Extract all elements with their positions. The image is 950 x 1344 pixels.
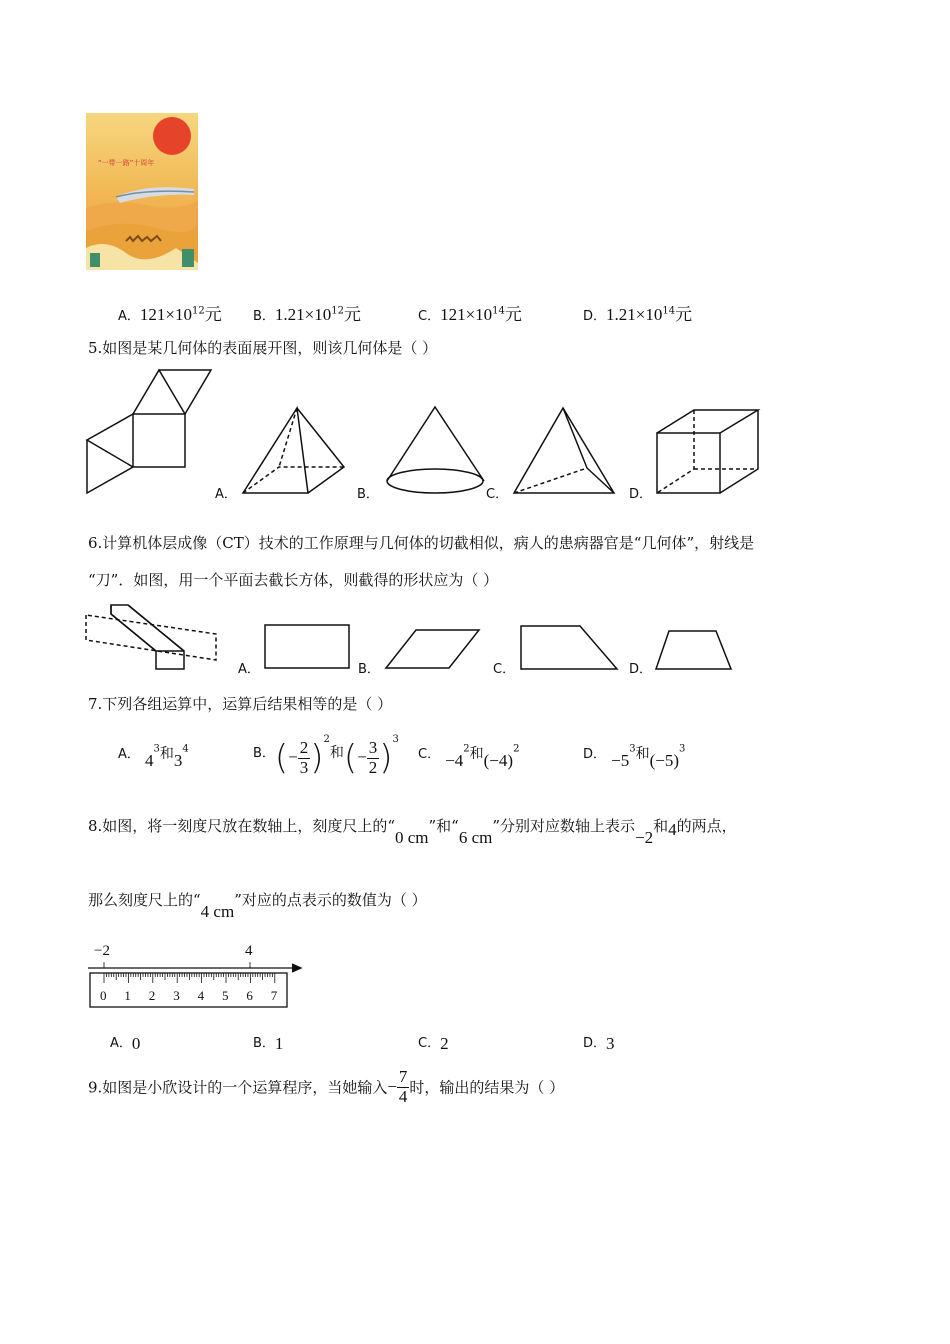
ruler-label: 5 (222, 988, 229, 1003)
q9-text: 9.如图是小欣设计的一个运算程序，当她输入− $\frac{7}{4}$ 时，输出的结果为（ ） (88, 1067, 565, 1106)
q7-option-b[interactable]: $^{B.}$(− $\frac{2}{3}$ )$^2$和(− $\frac{3}{2}$ )$^3$ (253, 734, 399, 778)
q8-option-b[interactable]: B．1 (253, 1034, 284, 1053)
q6-label-d[interactable]: D． (629, 662, 653, 677)
axis-label-neg2: −2 (94, 943, 110, 959)
q6-label-b[interactable]: B． (358, 662, 380, 677)
q8-text-line1: 8.如图，将一刻度尺放在数轴上，刻度尺上的“0 cm”和“6 cm”分别对应数轴上表示−2和4的两点， (88, 817, 737, 847)
q8-text-line2: 那么刻度尺上的“4 cm”对应的点表示的数值为（ ） (88, 891, 427, 921)
q4-option-a[interactable]: A．$121\times 10^{12}$元 (118, 305, 222, 324)
ruler-label: 6 (246, 988, 253, 1003)
ruler-label: 0 (100, 988, 107, 1003)
ruler-label: 4 (197, 988, 205, 1003)
q7-option-d[interactable]: $^{D.} -5^3$和$(-5)^3$ (583, 743, 686, 770)
q6-label-c[interactable]: C． (493, 662, 516, 677)
q6-text-line1: 6.计算机体层成像（CT）技术的工作原理与几何体的切截相似，病人的患病器官是“几何体”，射线是 (88, 534, 755, 552)
q8-option-a[interactable]: A．0 (110, 1034, 141, 1053)
q7-option-c[interactable]: $^{C.} -4^2$和$(-4)^2$ (418, 743, 520, 770)
q5-label-c[interactable]: C． (486, 487, 509, 502)
q5-label-a[interactable]: A． (215, 487, 237, 502)
q6-text-line2: “刀”．如图，用一个平面去截长方体，则截得的形状应为（ ） (88, 571, 499, 589)
q5-text: 5.如图是某几何体的表面展开图，则该几何体是（ ） (88, 339, 438, 357)
axis-label-4: 4 (245, 943, 253, 959)
q5-label-d[interactable]: D． (629, 487, 653, 502)
q8-option-c[interactable]: C．2 (418, 1034, 449, 1053)
ruler-label: 3 (173, 988, 180, 1003)
ruler-label: 2 (148, 988, 156, 1003)
q4-option-d[interactable]: D．$1.21\times 10^{14}$元 (583, 305, 693, 324)
ruler-label: 7 (270, 988, 278, 1003)
q4-option-b[interactable]: B．$1.21\times 10^{12}$元 (253, 305, 361, 324)
q4-option-c[interactable]: C．$121\times 10^{14}$元 (418, 305, 522, 324)
q7-text: 7.下列各组运算中，运算后结果相等的是（ ） (88, 695, 393, 713)
q8-option-d[interactable]: D．3 (583, 1034, 615, 1053)
q5-label-b[interactable]: B． (357, 487, 379, 502)
ruler-label: 1 (124, 988, 131, 1003)
poster-caption: “一带一路”十周年 (98, 159, 155, 167)
q6-label-a[interactable]: A． (238, 662, 260, 677)
q7-option-a[interactable]: $^{A.}$ $4^3$和$3^4$ (118, 743, 189, 770)
